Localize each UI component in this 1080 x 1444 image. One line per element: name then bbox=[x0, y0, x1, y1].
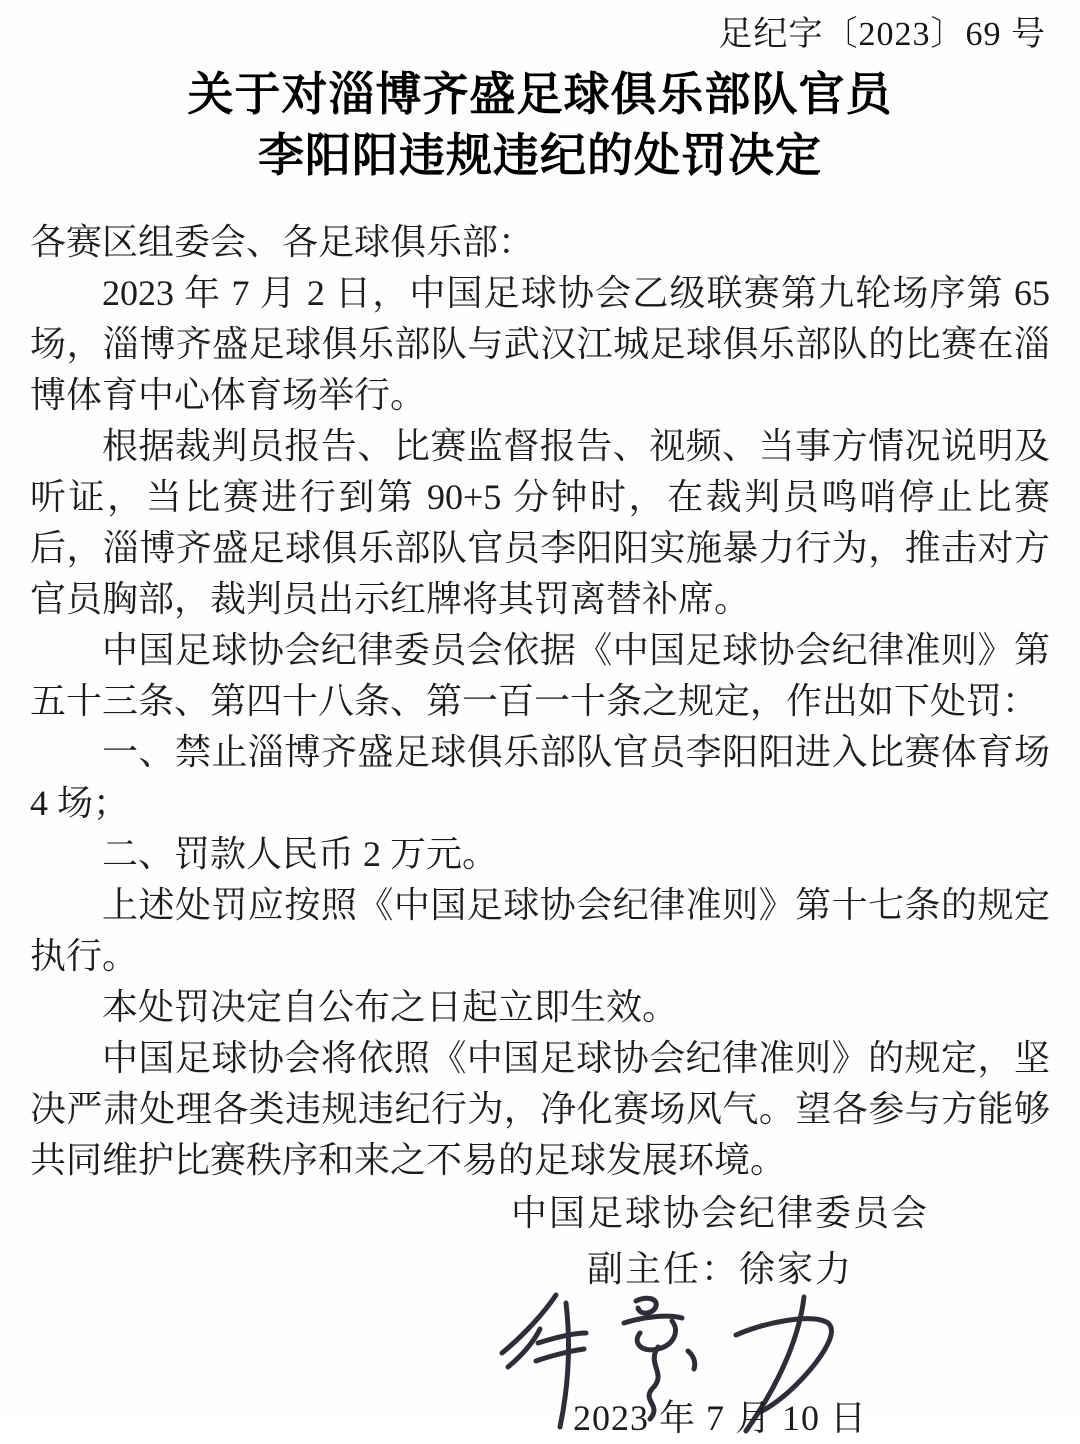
paragraph-penalty-item-1: 一、禁止淄博齐盛足球俱乐部队官员李阳阳进入比赛体育场 4 场； bbox=[30, 731, 1050, 823]
document-body bbox=[30, 217, 1050, 1186]
paragraph-legal-basis: 中国足球协会纪律委员会依据《中国足球协会纪律准则》第五十三条、第四十八条、第一百一十条之规定，作出如下处罚： bbox=[30, 629, 1050, 721]
document-title bbox=[30, 64, 1050, 186]
document-date: 2023 年 7 月 10 日 bbox=[572, 1397, 867, 1438]
signature-block bbox=[420, 1188, 1020, 1444]
paragraph-execution-rule: 上述处罚应按照《中国足球协会纪律准则》第十七条的规定执行。 bbox=[30, 884, 1050, 976]
paragraph-penalty-item-2: 二、罚款人民币 2 万元。 bbox=[102, 833, 499, 874]
paragraph-effective-date: 本处罚决定自公布之日起立即生效。 bbox=[102, 986, 679, 1027]
document-title-line1: 关于对淄博齐盛足球俱乐部队官员 bbox=[187, 69, 893, 120]
paragraph-incident-description: 根据裁判员报告、比赛监督报告、视频、当事方情况说明及听证，当比赛进行到第 90+5 分钟时，在裁判员鸣哨停止比赛后，淄博齐盛足球俱乐部队官员李阳阳实施暴力行为，推击对方官员胸部，裁判员出示红牌将其罚离替补席。 bbox=[30, 425, 1050, 619]
paragraph-closing-statement: 中国足球协会将依照《中国足球协会纪律准则》的规定，坚决严肃处理各类违规违纪行为，净化赛场风气。望各参与方能够共同维护比赛秩序和来之不易的足球发展环境。 bbox=[30, 1037, 1050, 1180]
signature-organization: 中国足球协会纪律委员会 bbox=[510, 1192, 929, 1233]
document-title-line2: 李阳阳违规违纪的处罚决定 bbox=[258, 130, 822, 181]
paragraph-match-info: 2023 年 7 月 2 日，中国足球协会乙级联赛第九轮场序第 65 场，淄博齐盛足球俱乐部队与武汉江城足球俱乐部队的比赛在淄博体育中心体育场举行。 bbox=[30, 272, 1050, 415]
document-number: 足纪字〔2023〕69 号 bbox=[718, 16, 1046, 53]
salutation: 各赛区组委会、各足球俱乐部： bbox=[30, 221, 535, 262]
signature-signer-line: 副主任：徐家力 bbox=[586, 1248, 853, 1289]
